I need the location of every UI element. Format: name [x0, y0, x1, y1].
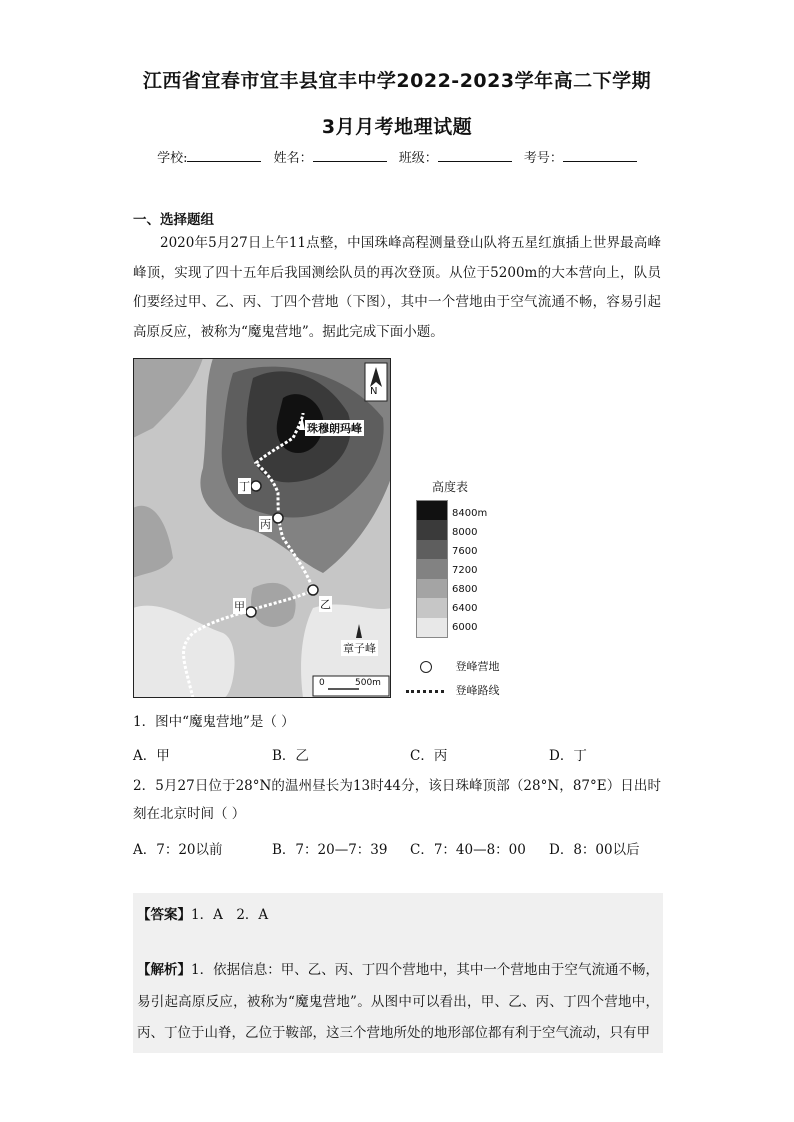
- camp-jia-label: 甲: [234, 600, 245, 613]
- class-field[interactable]: 班级：: [399, 147, 512, 166]
- legend-swatches: [416, 500, 448, 638]
- zhangzi-peak-label: 章子峰: [343, 642, 376, 655]
- q1-option-d[interactable]: D．丁: [549, 748, 587, 764]
- question-1-options: [133, 744, 661, 768]
- legend-level-label: 7600: [452, 546, 478, 557]
- q1-option-c[interactable]: C．丙: [410, 748, 448, 764]
- camp-bing-label: 丙: [260, 518, 271, 531]
- q2-option-d[interactable]: D．8：00以后: [549, 842, 640, 858]
- q2-option-b[interactable]: B．7：20—7：39: [272, 842, 388, 858]
- school-field[interactable]: 学校:: [157, 147, 261, 166]
- question-1: 1．图中“魔鬼营地”是（ ）: [133, 714, 295, 730]
- question-2: 2．5月27日位于28°N的温州昼长为13时44分，该日珠峰顶部（28°N，87°E）日出时刻在北京时间（ ）: [133, 778, 661, 822]
- legend-swatch: [417, 579, 447, 598]
- scale-label: 500m: [355, 678, 381, 688]
- section-title: 一、选择题组: [133, 212, 214, 228]
- legend-level-label: 6000: [452, 622, 478, 633]
- legend-title: 高度表: [432, 480, 469, 494]
- q1-option-a[interactable]: A．甲: [133, 748, 170, 764]
- topographic-map: [133, 358, 391, 698]
- camp-symbol-icon: [420, 661, 432, 673]
- q2-option-a[interactable]: A．7：20以前: [133, 842, 223, 858]
- passage-text: 2020年5月27日上午11点整，中国珠峰高程测量登山队将五星红旗插上世界最高峰峰顶，实现了四十五年后我国测绘队员的再次登顶。从位于5200m的大本营向上，队员们要经过甲、乙、丙、丁四个营地（下图），其中一个营地由于空气流通不畅，容易引起高原反应，被称为“魔鬼营地”。据此完成下面小题。: [133, 235, 661, 340]
- camp-yi-label: 乙: [320, 598, 331, 611]
- north-label: N: [370, 386, 378, 397]
- answer-line: 【答案】1．A 2．A: [137, 907, 269, 923]
- legend-swatch: [417, 618, 447, 637]
- legend-swatch: [417, 520, 447, 539]
- route-symbol-icon: [406, 690, 444, 693]
- exam-title-line2: 3月月考地理试题: [321, 116, 473, 138]
- camp-ding-label: 丁: [239, 480, 250, 493]
- answer-box: [133, 893, 663, 1053]
- question-2-options: [133, 838, 661, 862]
- legend-level-label: 8000: [452, 527, 478, 538]
- route-legend-item: 登峰路线: [406, 682, 500, 698]
- legend-swatch: [417, 559, 447, 578]
- legend-level-label: 7200: [452, 565, 478, 576]
- exam-title-line1: 江西省宜春市宜丰县宜丰中学2022-2023学年高二下学期: [142, 70, 652, 92]
- student-info-row: [0, 147, 794, 166]
- legend-level-label: 8400m: [452, 508, 488, 519]
- q2-option-c[interactable]: C．7：40—8：00: [410, 842, 526, 858]
- name-field[interactable]: 姓名：: [274, 147, 387, 166]
- camp-legend-item: 登峰营地: [420, 658, 500, 674]
- exam-number-field[interactable]: 考号：: [524, 147, 637, 166]
- legend-swatch: [417, 540, 447, 559]
- legend-level-label: 6800: [452, 584, 478, 595]
- explanation-text: 【解析】1．依据信息：甲、乙、丙、丁四个营地中，其中一个营地由于空气流通不畅，易引起高原反应，被称为“魔鬼营地”。从图中可以看出，甲、乙、丙、丁四个营地中，丙、丁位于山脊，乙位于鞍部，这三个营地所处的地形部位都有利于空气流动，只有甲: [137, 962, 659, 1041]
- legend-level-label: 6400: [452, 603, 478, 614]
- scale-zero: 0: [319, 678, 325, 688]
- everest-label: 珠穆朗玛峰: [307, 422, 362, 435]
- legend-swatch: [417, 598, 447, 617]
- legend-swatch: [417, 501, 447, 520]
- elevation-legend: [406, 478, 526, 708]
- q1-option-b[interactable]: B．乙: [272, 748, 309, 764]
